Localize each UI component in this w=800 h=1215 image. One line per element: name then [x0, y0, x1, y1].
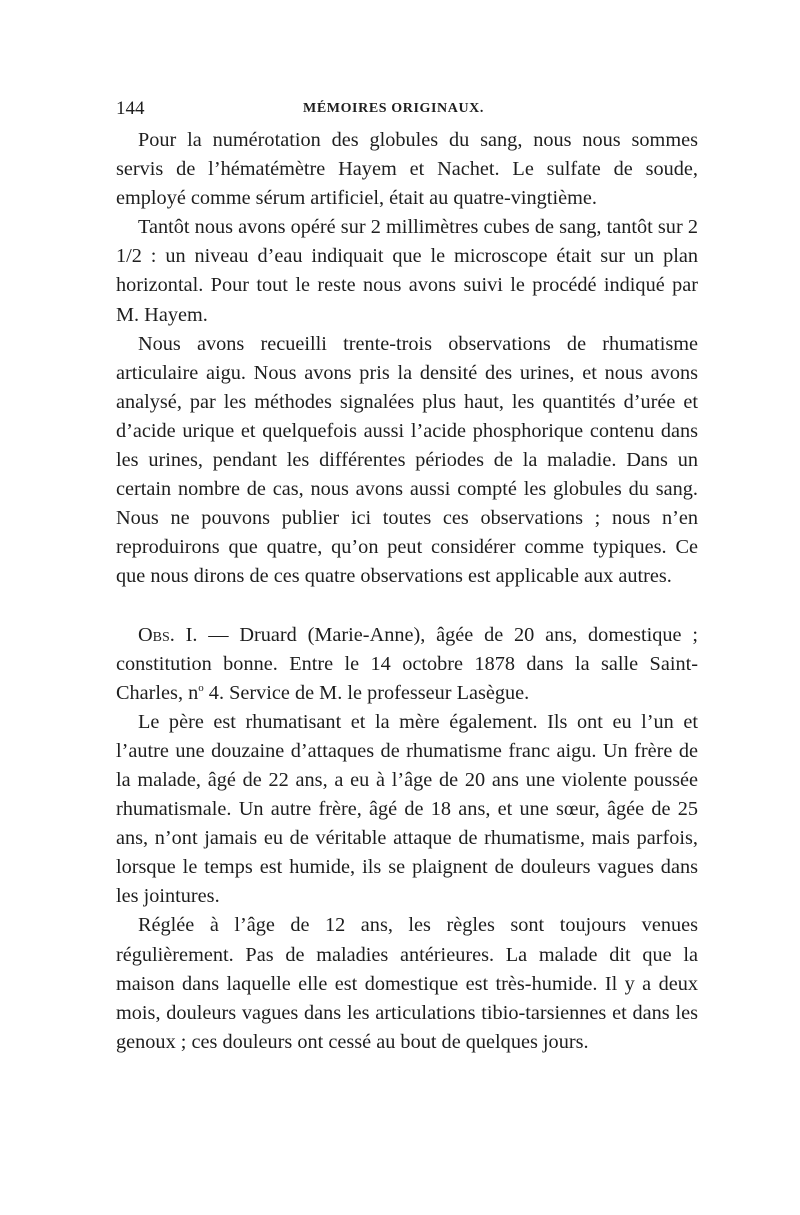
page: [116, 96, 698, 1057]
running-head: [116, 96, 698, 122]
paragraph-observations: Nous avons recueilli trente-trois observations de rhumatisme articulaire aigu. Nous avons pris la densité des urines, et nous avons analysé, par les méthodes signalées plus haut, les quantités d’urée et d’acide urique et quelquefois aussi l’acide phosphorique contenu dans les urines, pendant les différentes périodes de la maladie. Dans un certain nombre de cas, nous avons aussi compté les globules du sang. Nous ne pouvons publier ici toutes ces observations ; nous n’en reproduirons que quatre, qu’on peut considérer comme typiques. Ce que nous dirons de ces quatre observations est applicable aux autres.: [116, 332, 698, 588]
observation-intro: [116, 621, 698, 708]
numero-superscript: o: [198, 681, 204, 694]
body-text: [116, 126, 698, 1057]
observation-label: Obs. I.: [138, 623, 198, 646]
paragraph-reglee: Réglée à l’âge de 12 ans, les règles sont toujours venues régulièrement. Pas de maladies antérieures. La malade dit que la maison dans laquelle elle est domestique est très-humide. Il y a deux mois, douleurs vagues dans les articulations tibio-tarsiennes et dans les genoux ; ces douleurs ont cessé au bout de quelques jours.: [116, 914, 698, 1053]
paragraph-procede: Tantôt nous avons opéré sur 2 millimètres cubes de sang, tantôt sur 2 1/2 : un niveau d’eau indiquait que le microscope était sur un plan horizontal. Pour tout le reste nous avons suivi le procédé indiqué par M. Hayem.: [116, 216, 698, 326]
paragraph-antecedents: Le père est rhumatisant et la mère également. Ils ont eu l’un et l’autre une douzaine d’attaques de rhumatisme franc aigu. Un frère de la malade, âgé de 22 ans, a eu à l’âge de 20 ans une violente poussée rhumatismale. Un autre frère, âgé de 18 ans, et une sœur, âgée de 25 ans, n’ont jamais eu de véritable attaque de rhumatisme, mais parfois, lorsque le temps est humide, ils se plaignent de douleurs vagues dans les jointures.: [116, 710, 698, 908]
paragraph-globules: Pour la numérotation des globules du sang, nous nous sommes servis de l’hématémètre Hayem et Nachet. Le sulfate de soude, employé comme sérum artificiel, était au quatre-vingtième.: [116, 129, 698, 210]
section-gap: [116, 592, 698, 621]
observation-intro-end: 4. Service de M. le professeur Lasègue.: [203, 681, 530, 704]
page-number: 144: [116, 98, 145, 119]
observation-intro-text: — Druard (Marie-Anne), âgée de 20 ans, domestique ; constitution bonne. Entre le 14 octobre 1878 dans la salle Saint-Charles, n: [116, 623, 698, 704]
running-title: MÉMOIRES ORIGINAUX.: [303, 101, 484, 116]
